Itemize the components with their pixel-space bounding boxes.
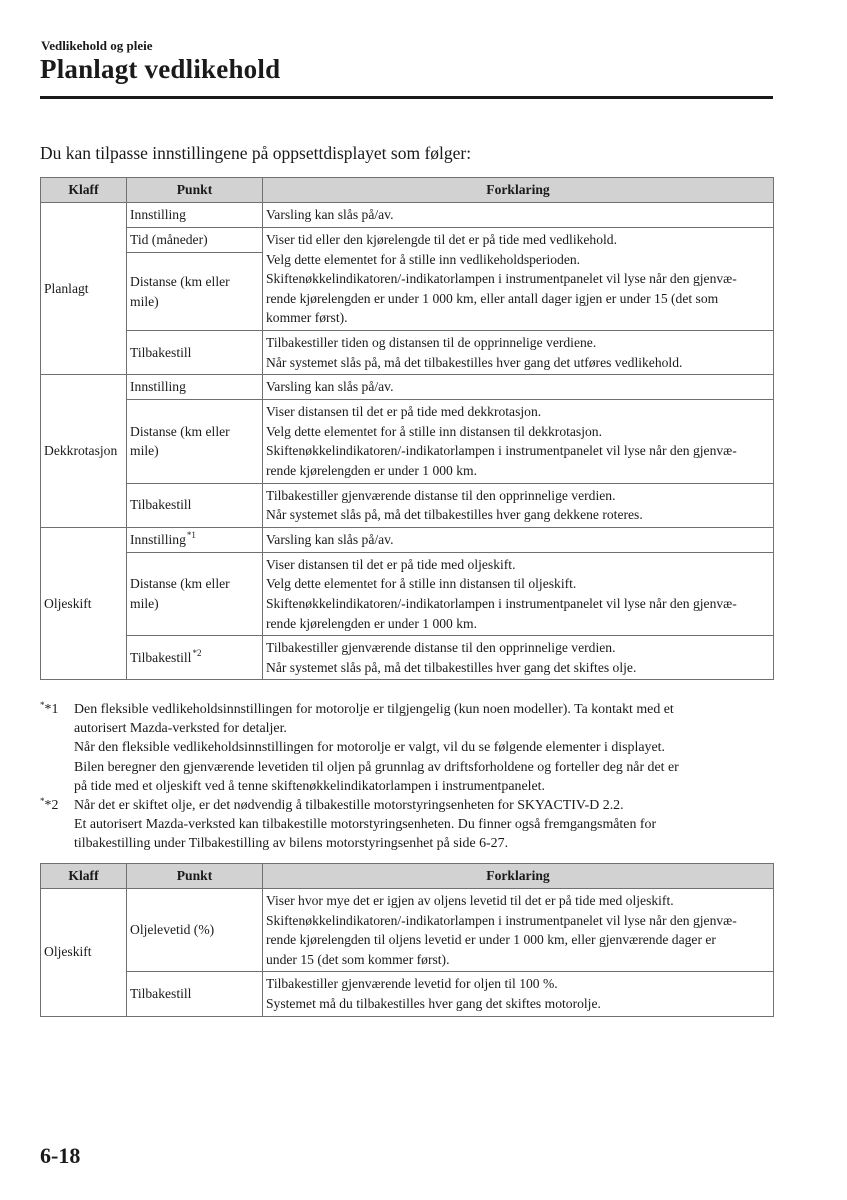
- table-row: [41, 228, 774, 253]
- table-row: [41, 972, 774, 1016]
- page-title: Planlagt vedlikehold: [40, 54, 281, 84]
- header-punkt: Punkt: [127, 178, 263, 203]
- punkt-cell: Innstilling: [127, 203, 263, 228]
- punkt-cell: Tid (måneder): [127, 228, 263, 253]
- forklaring-cell: Varsling kan slås på/av.: [263, 375, 774, 400]
- header-forklaring: Forklaring: [263, 178, 774, 203]
- klaff-cell: Dekkrotasjon: [41, 375, 127, 528]
- header-klaff: Klaff: [41, 864, 127, 889]
- forklaring-cell: Tilbakestiller gjenværende distanse til den opprinnelige verdien. Når systemet slås på, må det tilbakestilles hver gang dekkene roteres.: [263, 483, 774, 527]
- header-forklaring: Forklaring: [263, 864, 774, 889]
- punkt-cell: Distanse (km eller mile): [127, 400, 263, 483]
- punkt-cell: Distanse (km eller mile): [127, 253, 263, 331]
- forklaring-cell: Viser hvor mye det er igjen av oljens levetid til det er på tide med oljeskift. Skiftenøkkelindikatoren/-indikatorlampen i instrumentpanelet vil lyse når den gjenvæ- rende kjørelengden til oljens levetid er under 1 000 km, eller gjenværende dager er under 15 (det som kommer først).: [263, 889, 774, 972]
- punkt-cell: Innstilling: [127, 375, 263, 400]
- punkt-cell: Distanse (km eller mile): [127, 552, 263, 635]
- table-row: [41, 527, 774, 552]
- table-row: [41, 330, 774, 374]
- table-row: [41, 400, 774, 483]
- klaff-cell: Oljeskift: [41, 527, 127, 680]
- title-rule: [40, 96, 773, 99]
- forklaring-cell: Tilbakestiller tiden og distansen til de opprinnelige verdiene. Når systemet slås på, må det tilbakestilles hver gang det utføres vedlikehold.: [263, 330, 774, 374]
- header-punkt: Punkt: [127, 864, 263, 889]
- section-label: Vedlikehold og pleie: [41, 38, 153, 53]
- forklaring-cell: Varsling kan slås på/av.: [263, 203, 774, 228]
- forklaring-cell: Tilbakestiller gjenværende levetid for oljen til 100 %. Systemet må du tilbakestilles hver gang det skiftes motorolje.: [263, 972, 774, 1016]
- punkt-cell: Tilbakestill: [127, 483, 263, 527]
- table-row: [41, 483, 774, 527]
- table-header-row: [41, 864, 774, 889]
- forklaring-cell: Varsling kan slås på/av.: [263, 527, 774, 552]
- intro-text: Du kan tilpasse innstillingene på oppsettdisplayet som følger:: [40, 143, 472, 163]
- table-row: [41, 203, 774, 228]
- punkt-cell: Tilbakestill: [127, 330, 263, 374]
- table-header-row: [41, 178, 774, 203]
- punkt-cell: Innstilling$^{*1}$: [127, 527, 263, 552]
- forklaring-cell: Viser distansen til det er på tide med dekkrotasjon. Velg dette elementet for å stille inn distansen til dekkrotasjon. Skiftenøkkelindikatoren/-indikatorlampen i instrumentpanelet vil lyse når den gjenvæ- rende kjørelengden er under 1 000 km.: [263, 400, 774, 483]
- table-row: [41, 889, 774, 972]
- forklaring-cell: Tilbakestiller gjenværende distanse til den opprinnelige verdien. Når systemet slås på, må det tilbakestilles hver gang det skiftes olje.: [263, 636, 774, 680]
- punkt-cell: Tilbakestill$^{*2}$: [127, 636, 263, 680]
- punkt-cell: Tilbakestill: [127, 972, 263, 1016]
- header-klaff: Klaff: [41, 178, 127, 203]
- footnote-ref: *2: [192, 647, 202, 658]
- page-number: 6-18: [40, 1143, 81, 1168]
- footnote-mark: **2: [40, 796, 59, 814]
- settings-table: [40, 177, 774, 680]
- table-row: [41, 375, 774, 400]
- footnotes: [40, 700, 773, 854]
- klaff-cell: Oljeskift: [41, 889, 127, 1017]
- footnote: **1 Den fleksible vedlikeholdsinnstillingen for motorolje er tilgjengelig (kun noen modeller). Ta kontakt med et autorisert Mazda-verksted for detaljer. Når den fleksible vedlikeholdsinnstillingen for motorolje er valgt, vil du se følgende elementer i displayet. Bilen beregner den gjenværende levetiden til oljen på grunnlag av driftsforholdene og forteller deg når det er på tide med et oljeskift ved å tenne skiftenøkkelindikatorlampen i instrumentpanelet.: [40, 700, 679, 794]
- footnote-mark: **1: [40, 700, 59, 717]
- footnote: **2 Når det er skiftet olje, er det nødvendig å tilbakestille motorstyringsenheten for SKYACTIV-D 2.2. Et autorisert Mazda-verksted kan tilbakestille motorstyringsenheten. Du finner også fremgangsmåten for tilbakestilling under Tilbakestilling av bilens motorstyringsenhet på side 6-27.: [40, 796, 657, 852]
- footnote-ref: *1: [186, 529, 196, 540]
- oil-life-table: [40, 863, 774, 1017]
- forklaring-cell: Viser distansen til det er på tide med oljeskift. Velg dette elementet for å stille inn distansen til oljeskift. Skiftenøkkelindikatoren/-indikatorlampen i instrumentpanelet vil lyse når den gjenvæ- rende kjørelengden er under 1 000 km.: [263, 552, 774, 635]
- punkt-cell: Oljelevetid (%): [127, 889, 263, 972]
- klaff-cell: Planlagt: [41, 203, 127, 375]
- table-row: [41, 636, 774, 680]
- forklaring-cell: Viser tid eller den kjørelengde til det er på tide med vedlikehold. Velg dette elementet for å stille inn vedlikeholdsperioden. Skiftenøkkelindikatoren/-indikatorlampen i instrumentpanelet vil lyse når den gjenvæ- rende kjørelengden er under 1 000 km, eller antall dager igjen er under 15 (det som kommer først).: [263, 228, 774, 331]
- table-row: [41, 552, 774, 635]
